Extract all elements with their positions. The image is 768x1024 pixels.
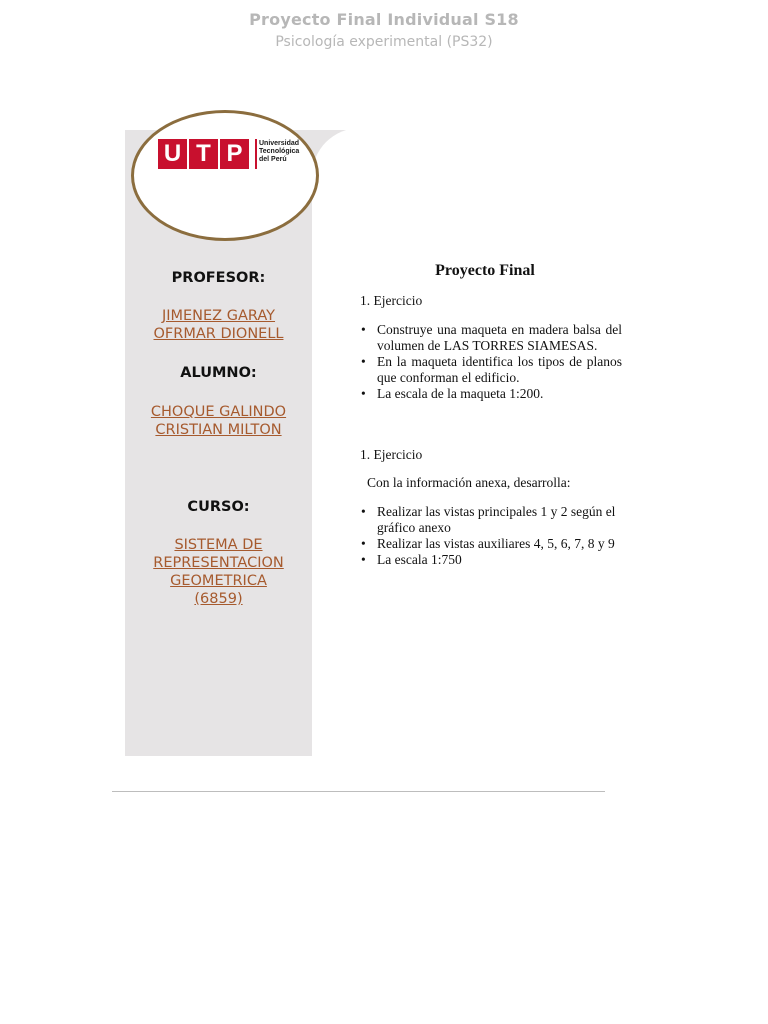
document-subtitle: Psicología experimental (PS32) (275, 34, 493, 50)
logo-letter-p: P (220, 139, 249, 169)
list-item: • Realizar las vistas auxiliares 4, 5, 6, 7, 8 y 9 (360, 536, 622, 552)
content-card (312, 128, 646, 758)
curso-name-line[interactable]: REPRESENTACION (153, 555, 284, 571)
curso-name-line[interactable]: SISTEMA DE (174, 537, 263, 553)
exercise-1-list (360, 322, 622, 402)
curso-name[interactable] (125, 536, 312, 608)
curso-label: CURSO: (187, 499, 250, 515)
utp-logo (158, 139, 251, 169)
profesor-name-line[interactable]: JIMENEZ GARAY (161, 308, 276, 324)
list-item: • Construye una maqueta en madera balsa del volumen de LAS TORRES SIAMESAS. (360, 322, 622, 354)
page-divider (112, 791, 605, 792)
exercise-2-intro: Con la información anexa, desarrolla: (367, 475, 571, 490)
logo-university-name (259, 140, 321, 164)
profesor-name[interactable] (125, 307, 312, 343)
curso-name-line[interactable]: (6859) (194, 591, 243, 607)
logo-frame (131, 110, 319, 241)
logo-name-line: Universidad (259, 140, 300, 147)
logo-name-line: del Perú (259, 156, 287, 163)
alumno-name-line[interactable]: CRISTIAN MILTON (155, 422, 282, 438)
logo-letter-u: U (158, 139, 187, 169)
list-item: • La escala 1:750 (360, 552, 622, 568)
document-title: Proyecto Final Individual S18 (249, 10, 519, 29)
list-item: • Realizar las vistas principales 1 y 2 según el gráfico anexo (360, 504, 622, 536)
profesor-name-line[interactable]: OFRMAR DIONELL (153, 326, 284, 342)
profesor-label: PROFESOR: (171, 270, 266, 286)
logo-name-line: Tecnológica (259, 148, 300, 155)
alumno-name-line[interactable]: CHOQUE GALINDO (150, 404, 287, 420)
exercise-2-heading: 1. Ejercicio (360, 447, 423, 462)
list-item: • En la maqueta identifica los tipos de planos que conforman el edificio. (360, 354, 622, 386)
alumno-label: ALUMNO: (180, 365, 257, 381)
exercise-2-list (360, 504, 622, 568)
curso-name-line[interactable]: GEOMETRICA (170, 573, 267, 589)
exercise-1-heading: 1. Ejercicio (360, 293, 423, 308)
list-item: • La escala de la maqueta 1:200. (360, 386, 622, 402)
logo-divider (255, 139, 257, 169)
content-title: Proyecto Final (435, 262, 535, 279)
alumno-name[interactable] (125, 403, 312, 439)
logo-letter-t: T (189, 139, 218, 169)
